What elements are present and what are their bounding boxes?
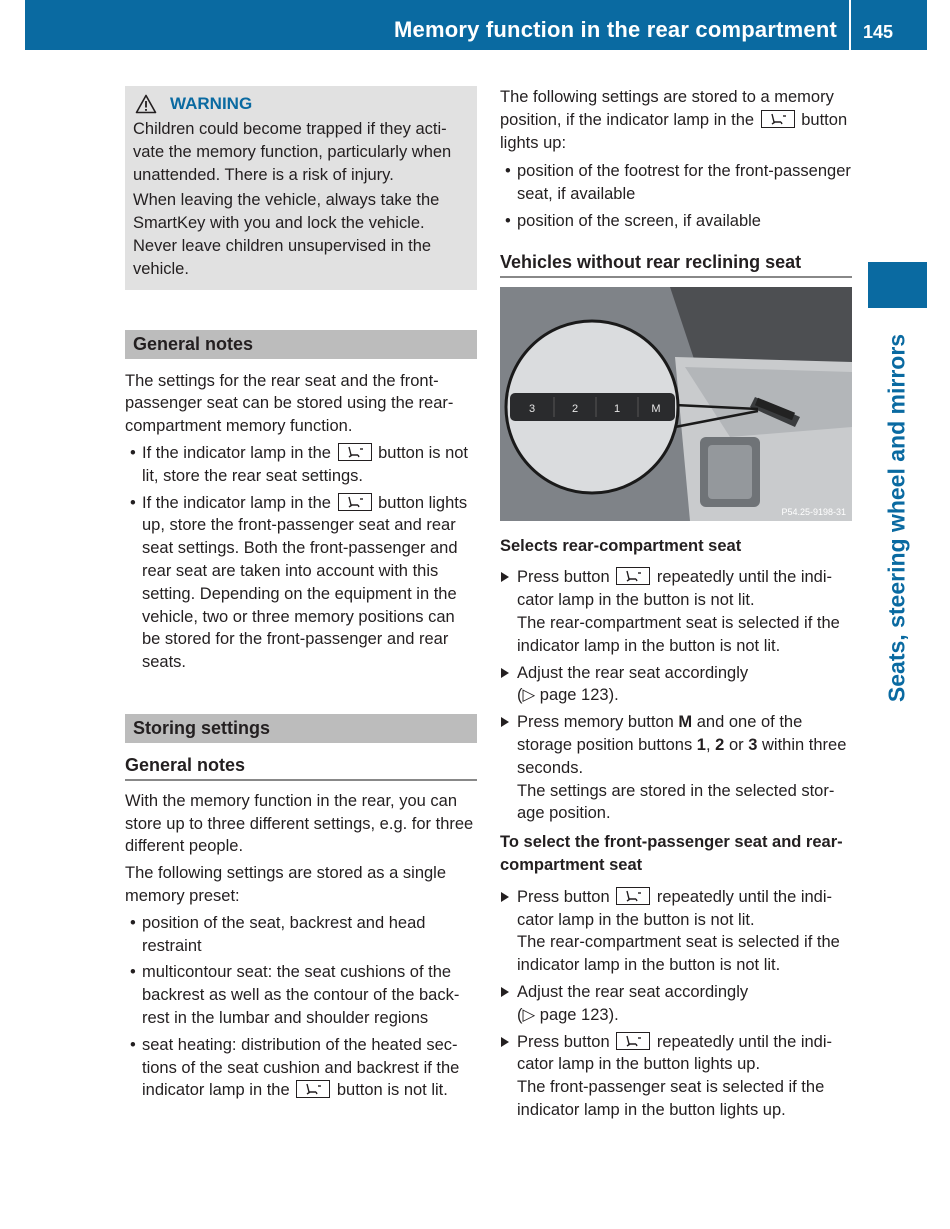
page-reference: (▷ page 123). <box>517 1005 619 1024</box>
list-item: • position of the screen, if available <box>500 210 852 233</box>
page-header <box>25 0 927 50</box>
triangle-bullet-icon <box>501 1037 509 1047</box>
list-item: • multicontour seat: the seat cushions of the backrest as well as the contour of the back-rest in the lumbar and shoulder regions <box>125 961 477 1029</box>
left-column <box>125 86 477 1106</box>
step-result: The rear-compartment seat is selected if the indicator lamp in the button is not lit. <box>517 613 840 655</box>
section-heading-general-notes: General notes <box>125 330 477 359</box>
seat-button-icon <box>616 567 650 585</box>
page-title: Memory function in the rear compartment <box>394 17 837 42</box>
general-notes-list <box>125 442 477 674</box>
header-divider <box>849 0 851 50</box>
triangle-bullet-icon <box>501 668 509 678</box>
figure-button-m: M <box>651 402 661 415</box>
subheading-general-notes: General notes <box>125 754 477 781</box>
warning-triangle-icon <box>135 94 157 114</box>
figure-button-1: 1 <box>613 402 621 415</box>
step-item: Press memory button M and one of the storage position buttons 1, 2 or 3 within three seconds. The settings are stored in the selected stor-age position. <box>500 711 852 825</box>
warning-heading <box>133 90 469 118</box>
triangle-bullet-icon <box>501 987 509 997</box>
storing-paragraph-1: With the memory function in the rear, you can store up to three different settings, e.g. for three different people. <box>125 791 474 856</box>
warning-text-1: Children could become trapped if they acti-vate the memory function, particularly when unattended. There is a risk of injury. <box>133 120 452 184</box>
selects-rear-steps <box>500 566 852 825</box>
warning-text-2: When leaving the vehicle, always take the SmartKey with you and lock the vehicle. Never leave children unsupervised in the vehicle. <box>133 191 440 278</box>
triangle-bullet-icon <box>501 717 509 727</box>
step-result: The front-passenger seat is selected if the indicator lamp in the button lights up. <box>517 1078 825 1119</box>
chapter-title: Seats, steering wheel and mirrors <box>883 333 910 703</box>
step-item: Adjust the rear seat accordingly (▷ page 123). <box>500 662 852 708</box>
seat-button-icon <box>616 1032 650 1050</box>
seat-button-icon <box>296 1080 330 1098</box>
list-item: • If the indicator lamp in the button is not lit, store the rear seat settings. <box>125 442 477 488</box>
general-notes-intro: The settings for the rear seat and the front-passenger seat can be stored using the rear-compartment memory function. <box>125 371 454 436</box>
step-result: The settings are stored in the selected stor-age position. <box>517 781 835 823</box>
step-result: The rear-compartment seat is selected if the indicator lamp in the button is not lit. <box>517 933 840 975</box>
storing-list <box>125 912 477 1102</box>
list-item: • seat heating: distribution of the heated sec-tions of the seat cushion and backrest if the indicator lamp in the button is not lit. <box>125 1034 477 1102</box>
list-item: • If the indicator lamp in the button lights up, store the front-passenger seat and rear seat settings. Both the front-passenger and rear seat are taken into account with this setting. Depending on the equipment in the vehicle, two or three memory positions can be stored for the front-passenger and rear seats. <box>125 492 477 674</box>
seat-button-icon <box>338 443 372 461</box>
storing-paragraph-2: The following settings are stored as a single memory preset: <box>125 864 447 905</box>
chapter-tab <box>868 262 927 308</box>
triangle-bullet-icon <box>501 892 509 902</box>
right-column <box>500 86 852 1126</box>
warning-box <box>125 86 477 290</box>
right-intro: The following settings are stored to a memory position, if the indicator lamp in the button lights up: <box>500 88 848 152</box>
list-item: • position of the footrest for the front-passenger seat, if available <box>500 160 852 206</box>
door-panel-figure <box>500 287 852 521</box>
figure-button-2: 2 <box>571 402 579 415</box>
page-number: 145 <box>863 22 894 42</box>
step-item: Adjust the rear seat accordingly (▷ page 123). <box>500 981 852 1027</box>
step-item: Press button repeatedly until the indi-cator lamp in the button is not lit. The rear-compartment seat is selected if the indicator lamp in the button is not lit. <box>500 566 852 657</box>
step-item: Press button repeatedly until the indi-cator lamp in the button is not lit. The rear-compartment seat is selected if the indicator lamp in the button is not lit. <box>500 886 852 977</box>
heading-select-front: To select the front-passenger seat and rear-compartment seat <box>500 833 843 874</box>
triangle-bullet-icon <box>501 572 509 582</box>
seat-button-icon <box>616 887 650 905</box>
section-heading-storing-settings: Storing settings <box>125 714 477 743</box>
step-item: Press button repeatedly until the indi-cator lamp in the button lights up. The front-passenger seat is selected if the indicator lamp in the button lights up. <box>500 1031 852 1122</box>
figure-button-3: 3 <box>528 402 536 415</box>
seat-button-icon <box>338 493 372 511</box>
list-item: • position of the seat, backrest and head restraint <box>125 912 477 958</box>
heading-selects-rear: Selects rear-compartment seat <box>500 536 742 555</box>
select-front-steps <box>500 886 852 1122</box>
right-intro-list <box>500 160 852 232</box>
door-panel-illustration <box>500 287 852 521</box>
seat-button-icon <box>761 110 795 128</box>
warning-label: WARNING <box>170 94 253 113</box>
page-reference: (▷ page 123). <box>517 686 619 705</box>
subheading-vehicles-without: Vehicles without rear reclining seat <box>500 251 852 278</box>
figure-code: P54.25-9198-31 <box>781 506 846 517</box>
